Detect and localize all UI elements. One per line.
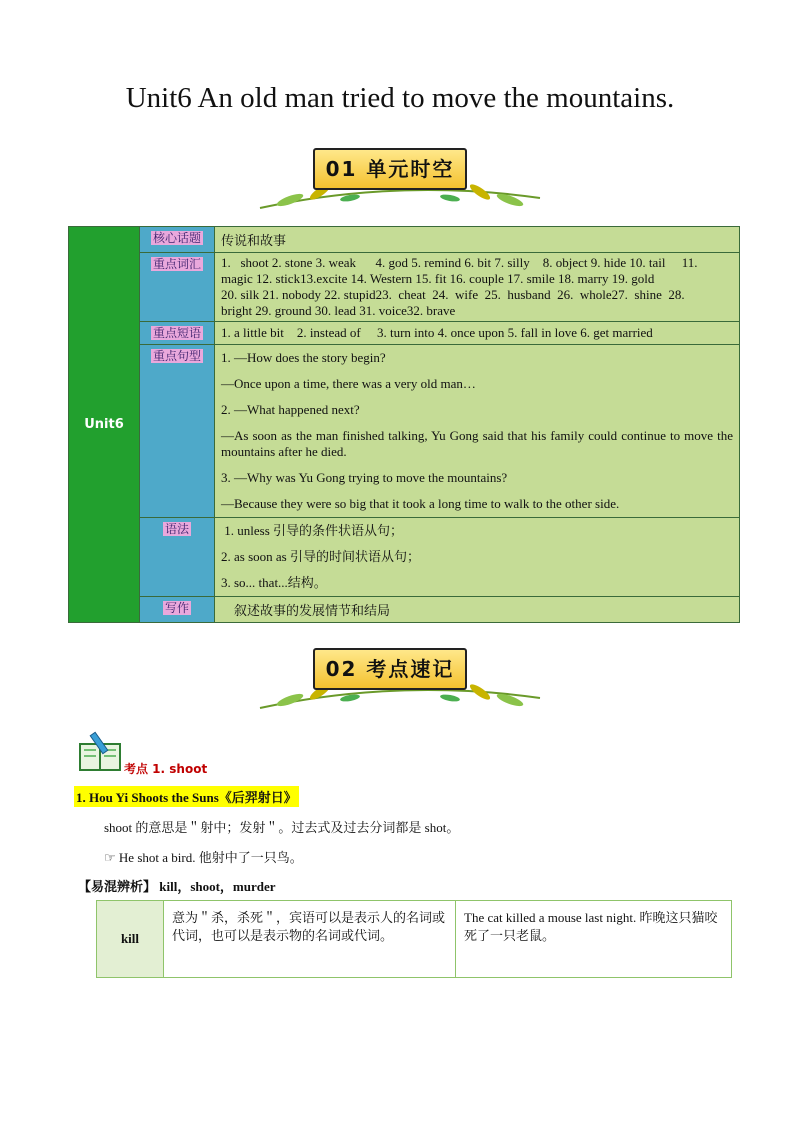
vocab-line: bright 29. ground 30. lead 31. voice32. brave	[221, 303, 456, 318]
writing-cell: 叙述故事的发展情节和结局	[215, 597, 740, 623]
category-cell	[140, 322, 215, 345]
topic-cell: 传说和故事	[215, 227, 740, 253]
explanation-text: shoot 的意思是＂射中；发射＂。过去式及过去分词都是 shot。	[104, 820, 460, 835]
category-label: 重点短语	[152, 326, 201, 340]
word-cell: kill	[97, 901, 164, 978]
banner-text: 考点速记	[366, 657, 455, 681]
section-banner-2	[250, 646, 550, 716]
sentence-line: —Once upon a time, there was a very old man…	[221, 376, 476, 391]
unit-cell: Unit6	[69, 227, 140, 623]
section-banner-1	[250, 146, 550, 216]
meaning-cell: 意为＂杀，杀死＂，宾语可以是表示人的名词或代词，也可以是表示物的名词或代词。	[164, 901, 456, 978]
sentence-line: —As soon as the man finished talking, Yu Gong said that his family could continue to move the mountains after he died.	[221, 428, 733, 459]
category-label: 重点词汇	[152, 257, 201, 271]
grammar-line: 2. as soon as 引导的时间状语从句；	[221, 549, 420, 564]
grammar-line: 1. unless 引导的条件状语从句；	[221, 523, 404, 538]
category-label: 重点句型	[152, 349, 201, 363]
grammar-line: 3. so... that...结构。	[221, 575, 327, 590]
compare-heading: 【易混辨析】 kill，shoot，murder	[78, 879, 276, 894]
vocab-cell	[215, 253, 740, 322]
exam-point-label: 考点 1. shoot	[124, 762, 208, 776]
vocab-line: magic 12. stick13.excite 14. Western 15. fit 16. couple 17. smile 18. marry 19. gold	[221, 271, 655, 286]
vocab-line: 20. silk 21. nobody 22. stupid23. cheat 24. wife 25. husband 26. whole27. shine 28.	[221, 287, 685, 302]
phrases-cell: 1. a little bit 2. instead of 3. turn into 4. once upon 5. fall in love 6. get married	[215, 322, 740, 345]
banner-label	[313, 148, 467, 190]
sentence-line: 1. —How does the story begin?	[221, 350, 386, 365]
example-sentence: ☞ He shot a bird. 他射中了一只鸟。	[104, 850, 303, 865]
sentence-line: 2. —What happened next?	[221, 402, 360, 417]
sentence-line: 3. —Why was Yu Gong trying to move the mountains?	[221, 470, 508, 485]
kill-comparison-table	[96, 900, 732, 978]
highlight-heading: 1. Hou Yi Shoots the Suns《后羿射日》	[74, 786, 299, 807]
category-label: 语法	[164, 522, 189, 536]
page-title: Unit6 An old man tried to move the mountains.	[125, 82, 675, 114]
banner-label	[313, 648, 467, 690]
category-cell	[140, 597, 215, 623]
sentences-cell	[215, 345, 740, 518]
banner-number: 02	[325, 657, 358, 681]
category-cell	[140, 518, 215, 597]
book-pencil-icon	[78, 730, 124, 778]
banner-text: 单元时空	[366, 157, 455, 181]
category-cell	[140, 253, 215, 322]
grammar-cell	[215, 518, 740, 597]
vocab-line: 1. shoot 2. stone 3. weak 4. god 5. remind 6. bit 7. silly 8. object 9. hide 10. tail 11.	[221, 255, 698, 270]
category-cell	[140, 345, 215, 518]
category-label: 写作	[164, 601, 189, 615]
example-cell: The cat killed a mouse last night. 昨晚这只猫咬死了一只老鼠。	[456, 901, 732, 978]
sentence-line: —Because they were so big that it took a long time to walk to the other side.	[221, 496, 620, 511]
category-label: 核心话题	[152, 231, 201, 245]
unit-overview-table	[68, 226, 740, 623]
category-cell	[140, 227, 215, 253]
banner-number: 01	[325, 157, 358, 181]
